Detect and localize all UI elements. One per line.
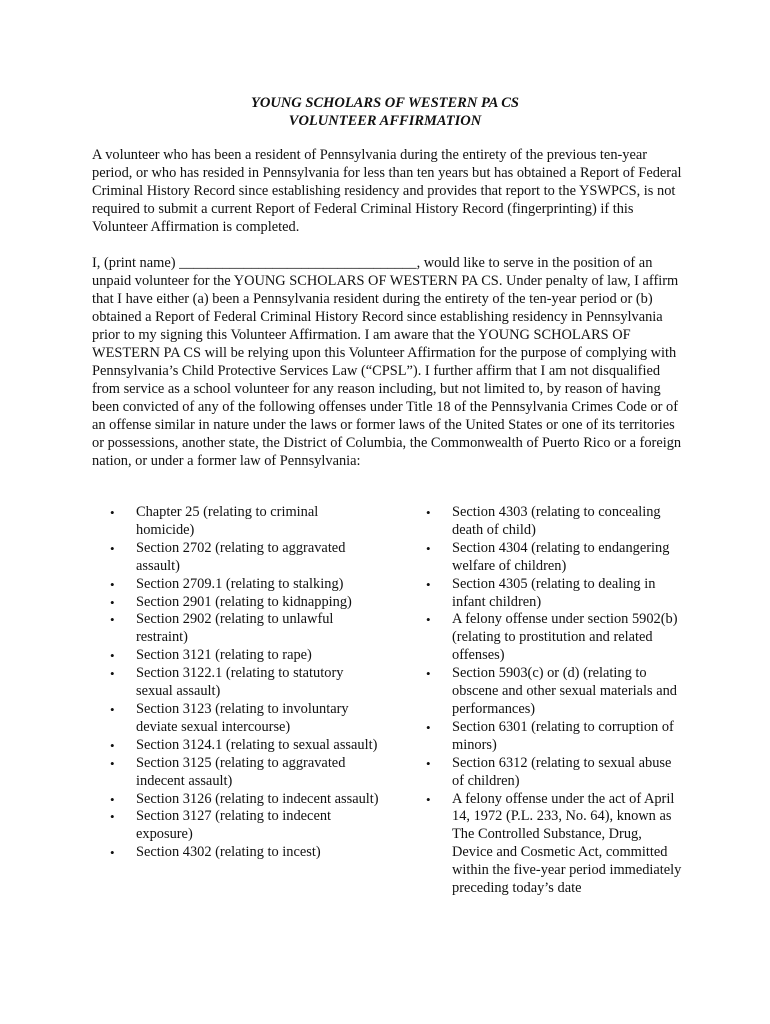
- offense-item: • Section 4303 (relating to concealing death of child): [426, 504, 684, 540]
- title-line-2: VOLUNTEER AFFIRMATION: [288, 113, 482, 129]
- offense-item: • Section 3125 (relating to aggravated indecent assault): [110, 755, 380, 791]
- offense-list-left: [110, 504, 380, 862]
- affirmation-lead: I, (print name): [92, 255, 180, 271]
- offense-item: • Section 2902 (relating to unlawful restraint): [110, 611, 380, 647]
- offense-item: • Section 4305 (relating to dealing in infant children): [426, 576, 684, 612]
- offense-item: • A felony offense under the act of April 14, 1972 (P.L. 233, No. 64), known as The Controlled Substance, Drug, Device and Cosmetic Act, committed within the five-year period immediately preceding today’s date: [426, 791, 684, 898]
- affirmation-paragraph: [92, 254, 688, 470]
- print-name-field[interactable]: _________________________________: [179, 255, 417, 271]
- offense-list-right: [426, 504, 684, 898]
- title-line-1: YOUNG SCHOLARS OF WESTERN PA CS: [251, 95, 519, 111]
- offense-item: • Section 3123 (relating to involuntary deviate sexual intercourse): [110, 701, 380, 737]
- intro-paragraph: A volunteer who has been a resident of Pennsylvania during the entirety of the previous ten-year period, or who has resided in Pennsylvania for less than ten years but has obtained a Report of Federal Criminal History Record since establishing residency and provides that report to the YSWPCS, is not required to submit a current Report of Federal Criminal History Record (fingerprinting) if this Volunteer Affirmation is completed.: [92, 147, 682, 235]
- offense-item: • A felony offense under section 5902(b) (relating to prostitution and related offenses): [426, 611, 684, 665]
- offense-item: • Chapter 25 (relating to criminal homicide): [110, 504, 380, 540]
- offense-item: • Section 3126 (relating to indecent assault): [110, 791, 380, 809]
- offense-item: • Section 3121 (relating to rape): [110, 647, 380, 665]
- offense-item: • Section 6301 (relating to corruption of minors): [426, 719, 684, 755]
- offense-item: • Section 4302 (relating to incest): [110, 844, 380, 862]
- offense-item: • Section 2901 (relating to kidnapping): [110, 594, 380, 612]
- offense-item: • Section 4304 (relating to endangering welfare of children): [426, 540, 684, 576]
- offense-item: • Section 6312 (relating to sexual abuse of children): [426, 755, 684, 791]
- offense-item: • Section 3124.1 (relating to sexual assault): [110, 737, 380, 755]
- offense-item: • Section 2709.1 (relating to stalking): [110, 576, 380, 594]
- document-title: [0, 94, 770, 130]
- offense-item: • Section 2702 (relating to aggravated assault): [110, 540, 380, 576]
- offense-item: • Section 5903(c) or (d) (relating to obscene and other sexual materials and performances): [426, 665, 684, 719]
- offense-item: • Section 3122.1 (relating to statutory sexual assault): [110, 665, 380, 701]
- offense-item: • Section 3127 (relating to indecent exposure): [110, 808, 380, 844]
- affirmation-body: , would like to serve in the position of an unpaid volunteer for the YOUNG SCHOLARS OF WESTERN PA CS. Under penalty of law, I affirm that I have either (a) been a Pennsylvania resident during the entirety of the ten-year period or (b) obtained a Report of Federal Criminal History Record since establishing residency in Pennsylvania prior to my signing this Volunteer Affirmation. I am aware that the YOUNG SCHOLARS OF WESTERN PA CS will be relying upon this Volunteer Affirmation for the purpose of complying with Pennsylvania’s Child Protective Services Law (“CPSL”). I further affirm that I am not disqualified from service as a school volunteer for any reason including, but not limited to, by reason of having been convicted of any of the following offenses under Title 18 of the Pennsylvania Crimes Code or of an offense similar in nature under the laws or former laws of the United States or one of its territories or possessions, another state, the District of Columbia, the Commonwealth of Puerto Rico or a foreign nation, or under a former law of Pennsylvania:: [92, 255, 682, 469]
